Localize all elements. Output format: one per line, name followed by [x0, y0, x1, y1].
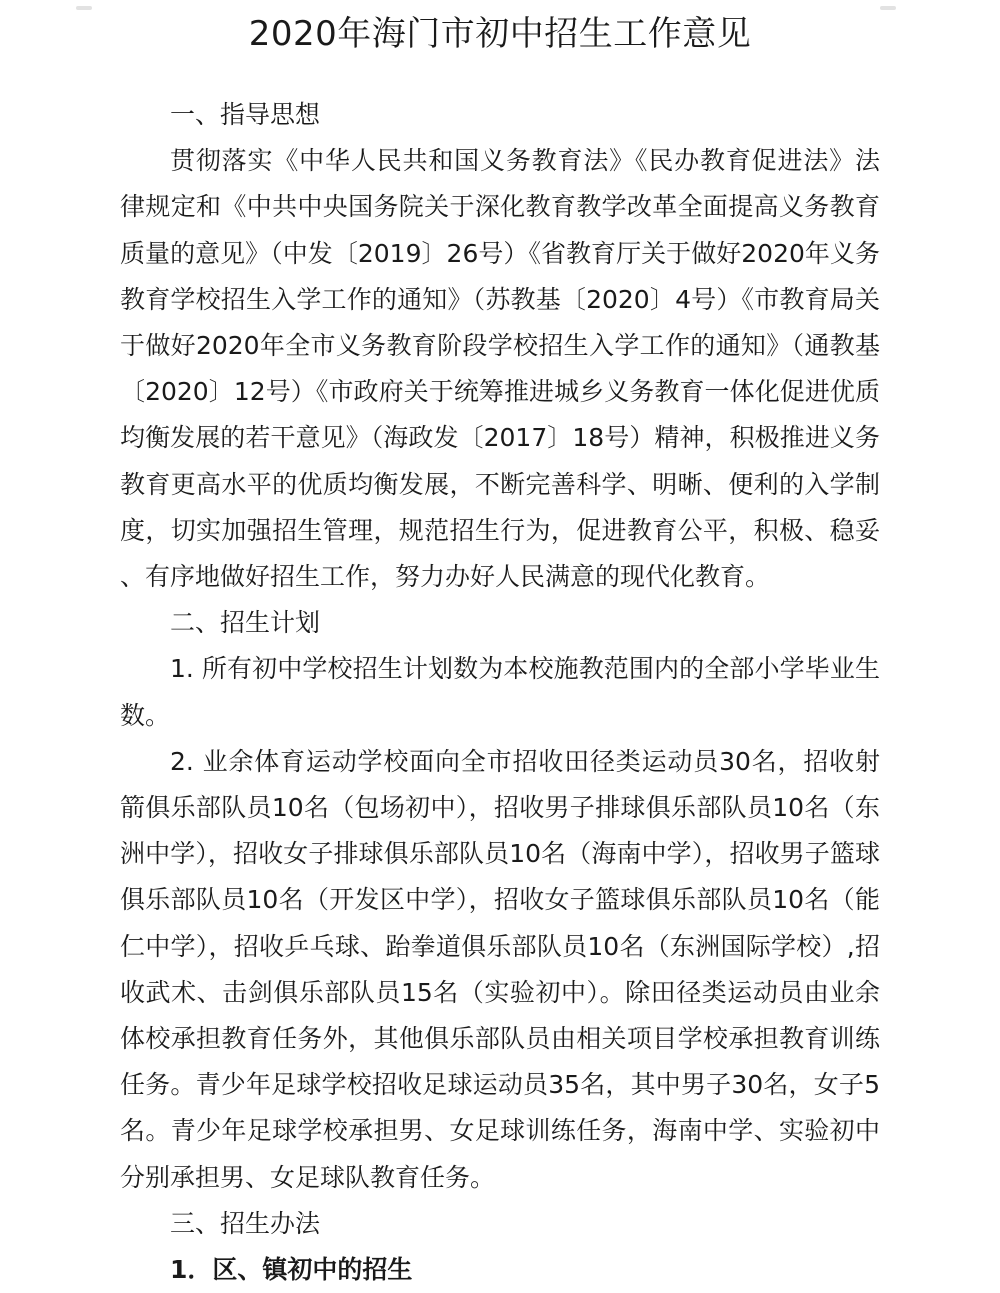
document-title: 2020年海门市初中招生工作意见	[248, 14, 752, 54]
document-body	[120, 92, 880, 1293]
section-heading-enrollment-plan: 二、招生计划	[170, 608, 321, 638]
paragraph-enrollment-plan-2: 2. 业余体育运动学校面向全市招收田径类运动员30名，招收射箭俱乐部队员10名（包场初中），招收男子排球俱乐部队员10名（东洲中学），招收女子排球俱乐部队员10名（海南中学），招收男子篮球俱乐部队员10名（开发区中学），招收女子篮球俱乐部队员10名（能仁中学），招收乒乓球、跆拳道俱乐部队员10名（东洲国际学校）,招收武术、击剑俱乐部队员15名（实验初中）。除田径类运动员由业余体校承担教育任务外，其他俱乐部队员由相关项目学校承担教育训练任务。青少年足球学校招收足球运动员35名，其中男子30名，女子5名。青少年足球学校承担男、女足球训练任务，海南中学、实验初中分别承担男、女足球队教育任务。	[120, 746, 880, 1192]
paragraph-enrollment-plan-1: 1. 所有初中学校招生计划数为本校施教范围内的全部小学毕业生数。	[120, 654, 880, 730]
section-heading-guiding-ideology: 一、指导思想	[170, 100, 321, 129]
subheading-town-junior-enrollment: 1．区、镇初中的招生	[170, 1255, 413, 1285]
paragraph-guiding-ideology: 贯彻落实《中华人民共和国义务教育法》《民办教育促进法》法律规定和《中共中央国务院关于深化教育教学改革全面提高义务教育质量的意见》（中发〔2019〕26号）《省教育厅关于做好2020年义务教育学校招生入学工作的通知》（苏教基〔2020〕4号）《市教育局关于做好2020年全市义务教育阶段学校招生入学工作的通知》（通教基〔2020〕12号）《市政府关于统筹推进城乡义务教育一体化促进优质均衡发展的若干意见》（海政发〔2017〕18号）精神，积极推进义务教育更高水平的优质均衡发展，不断完善科学、明晰、便利的入学制度，切实加强招生管理，规范招生行为，促进教育公平，积极、稳妥、有序地做好招生工作，努力办好人民满意的现代化教育。	[120, 146, 880, 592]
section-heading-enrollment-method: 三、招生办法	[170, 1208, 321, 1238]
